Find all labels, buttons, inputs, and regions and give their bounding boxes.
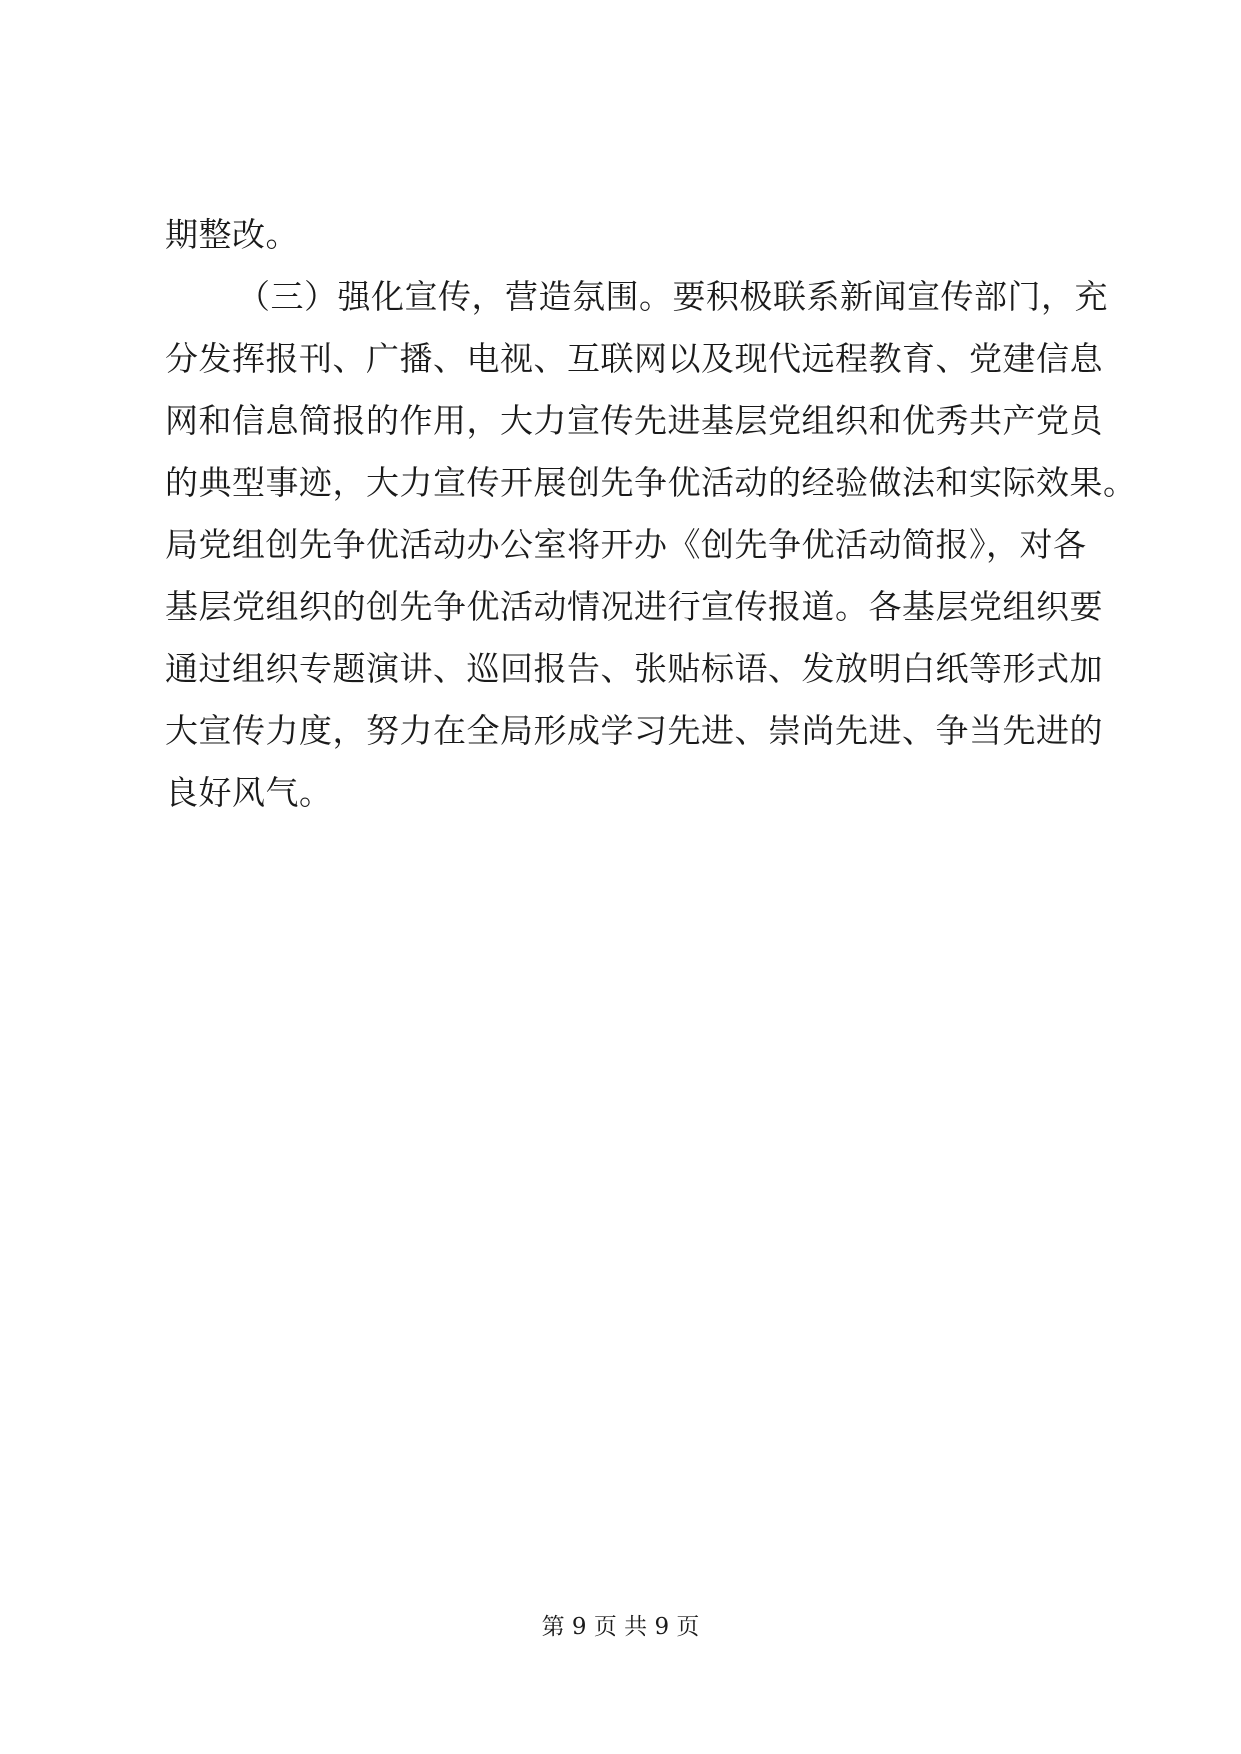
text-line: 期整改。 xyxy=(165,215,299,254)
text-line: 分发挥报刊、广播、电视、互联网以及现代远程教育、党建信息 xyxy=(165,339,1103,378)
text-line: 的典型事迹，大力宣传开展创先争优活动的经验做法和实际效果。 xyxy=(165,463,1137,502)
text-line: 通过组织专题演讲、巡回报告、张贴标语、发放明白纸等形式加 xyxy=(165,649,1103,688)
section-heading-line: （三）强化宣传，营造氛围。要积极联系新闻宣传部门，充 xyxy=(237,277,1108,316)
text-line: 基层党组织的创先争优活动情况进行宣传报道。各基层党组织要 xyxy=(165,587,1103,626)
text-line: 网和信息简报的作用，大力宣传先进基层党组织和优秀共产党员 xyxy=(165,401,1103,440)
page-number-footer: 第 9 页 共 9 页 xyxy=(541,1614,700,1640)
body-text xyxy=(165,204,1137,824)
text-line: 局党组创先争优活动办公室将开办《创先争优活动简报》，对各 xyxy=(165,525,1087,564)
text-line: 良好风气。 xyxy=(165,773,333,812)
text-line: 大宣传力度，努力在全局形成学习先进、崇尚先进、争当先进的 xyxy=(165,711,1103,750)
